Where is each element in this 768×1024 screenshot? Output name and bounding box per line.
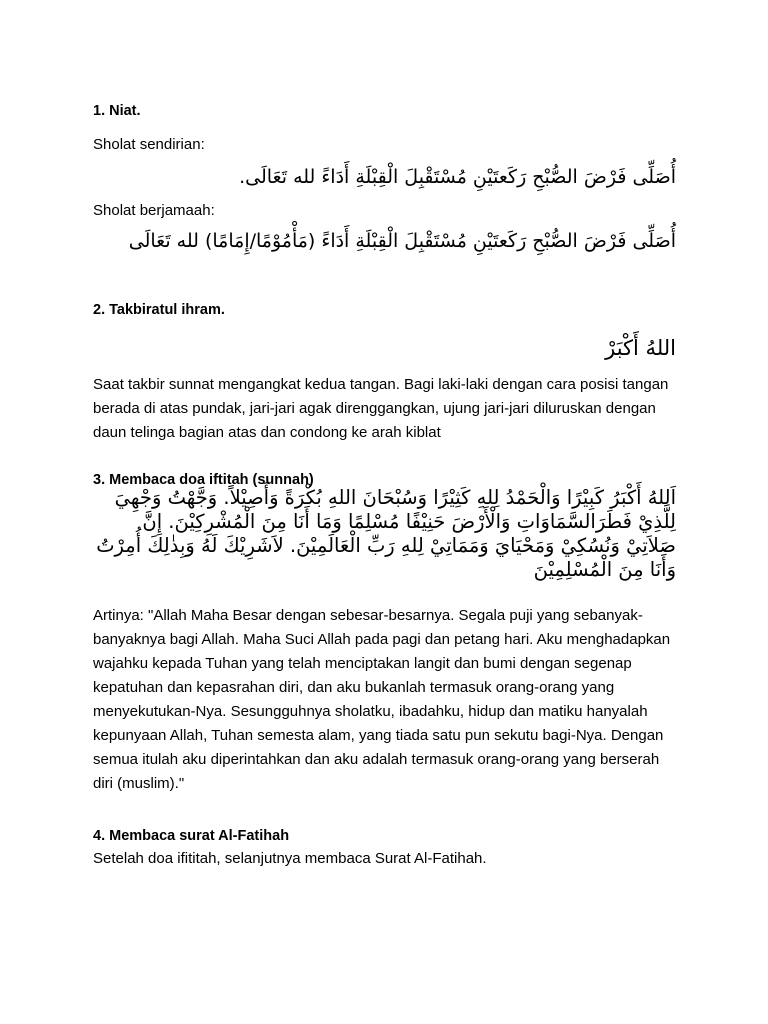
paragraph-takbir: Saat takbir sunnat mengangkat kedua tangan. Bagi laki-laki dengan cara posisi tangan berada di atas pundak, jari-jari agak direnggangkan, ujung jari-jari diluruskan dengan daun telinga bagian atas dan condong ke arah kiblat <box>93 376 669 441</box>
arabic-doa-iftitah: اَللهُ أَكْبَرُ كَبِيْرًا وَالْحَمْدُ لِلهِ كَثِيْرًا وَسُبْحَانَ اللهِ بُكْرَةً وَأَصِيْلاً. وَجَّهْتُ وَجْهِيَ لِلَّذِيْ فَطَرَالسَّمَاوَاتِ وَالْأَرْضَ حَنِيْفًا مُسْلِمًا وَمَا أَنَا مِنَ الْمُشْرِكِيْنَ. إِنَّ صَلاَتِيْ وَنُسُكِيْ وَمَحْيَايَ وَمَمَاتِيْ لِلهِ رَبِّ الْعَالَمِيْنَ. لاَشَرِيْكَ لَهُ وَبِذٰلِكَ أُمِرْتُ وَأَنَا مِنَ الْمُسْلِمِيْنَ <box>96 486 676 581</box>
text-al-fatihah: Setelah doa ifititah, selanjutnya membaca Surat Al-Fatihah. <box>93 850 487 867</box>
heading-niat: 1. Niat. <box>93 103 141 119</box>
arabic-niat-sendirian: أُصَلِّى فَرْضَ الصُّبْحِ رَكَعتَيْنِ مُسْتَقْبِلَ الْقِبْلَةِ أَدَاءً لله تَعَالَى. <box>239 166 676 188</box>
heading-doa-iftitah: 3. Membaca doa iftitah (sunnah) <box>93 472 314 488</box>
label-sholat-sendirian: Sholat sendirian: <box>93 136 205 153</box>
heading-takbiratul-ihram: 2. Takbiratul ihram. <box>93 302 225 318</box>
arabic-takbir: اللهُ أَكْبَرْ <box>605 336 676 360</box>
arabic-niat-berjamaah: أُصَلِّى فَرْضَ الصُّبْحِ رَكَعتَيْنِ مُسْتَقْبِلَ الْقِبْلَةِ أَدَاءً (مَأْمُوْمًا/إِمَامًا) لله تَعَالَى <box>128 230 676 252</box>
heading-al-fatihah: 4. Membaca surat Al-Fatihah <box>93 828 290 844</box>
paragraph-artinya: Artinya: "Allah Maha Besar dengan sebesar-besarnya. Segala puji yang sebanyak-banyaknya bagi Allah. Maha Suci Allah pada pagi dan petang hari. Aku menghadapkan wajahku kepada Tuhan yang telah menciptakan langit dan bumi dengan segenap kepatuhan dan kepasrahan diri, dan aku bukanlah termasuk orang-orang yang menyekutukan-Nya. Sesungguhnya sholatku, ibadahku, hidup dan matiku hanyalah kepunyaan Allah, Tuhan semesta alam, yang tiada satu pun sekutu bagi-Nya. Dengan semua itulah aku diperintahkan dan aku adalah termasuk orang-orang yang berserah diri (muslim)." <box>93 607 671 792</box>
label-sholat-berjamaah: Sholat berjamaah: <box>93 202 215 219</box>
document-page <box>93 0 676 1024</box>
